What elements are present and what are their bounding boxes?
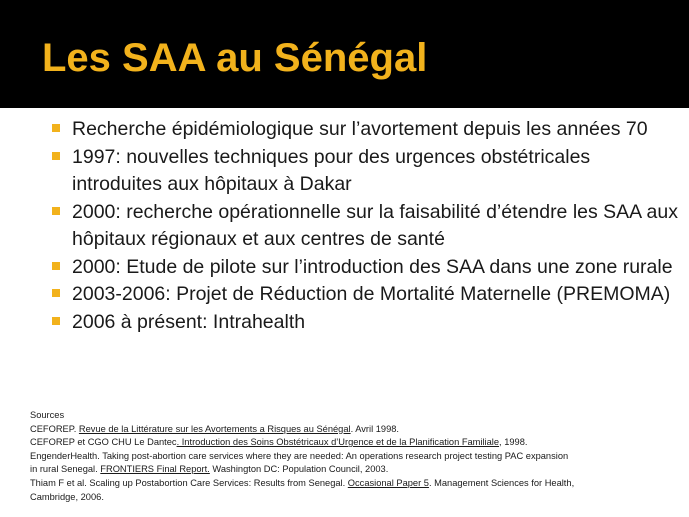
bullet-item bbox=[48, 199, 678, 254]
bullet-text: 2000: recherche opérationnelle sur la faisabilité d’étendre les SAA aux hôpitaux régionaux et aux centres de santé bbox=[72, 200, 678, 250]
slide-title: Les SAA au Sénégal bbox=[42, 36, 428, 80]
bullet-text: 2000: Etude de pilote sur l’introduction des SAA dans une zone rurale bbox=[72, 255, 673, 278]
square-bullet-icon bbox=[52, 317, 60, 325]
source-citation bbox=[30, 463, 670, 477]
source-citation: Cambridge, 2006. bbox=[30, 491, 104, 502]
citation-link[interactable]: FRONTIERS Final Report. bbox=[100, 464, 210, 475]
bullet-item bbox=[48, 116, 678, 144]
citation-text: in rural Senegal. bbox=[30, 464, 101, 475]
bullet-item bbox=[48, 309, 678, 337]
citation-link[interactable]: Revue de la Littérature sur les Avortements a Risques au Sénégal bbox=[78, 423, 351, 434]
citation-link[interactable]: . Introduction des Soins Obstétricaux d’Urgence et de la Planification Familiale bbox=[176, 437, 500, 448]
square-bullet-icon bbox=[52, 289, 60, 297]
sources-heading: Sources bbox=[30, 410, 65, 420]
square-bullet-icon bbox=[52, 152, 60, 160]
citation-text: CEFOREP et CGO CHU Le Dantec bbox=[30, 437, 177, 448]
sources-block bbox=[30, 409, 670, 504]
source-citation bbox=[30, 477, 670, 491]
citation-text: Washington DC: Population Council, 2003. bbox=[209, 464, 389, 475]
bullet-text: Recherche épidémiologique sur l’avortement depuis les années 70 bbox=[72, 118, 648, 140]
citation-text: Thiam F et al. Scaling up Postabortion Care Services: Results from Senegal. bbox=[30, 477, 348, 488]
bullet-list bbox=[48, 116, 678, 336]
square-bullet-icon bbox=[52, 207, 60, 215]
citation-text: , 1998. bbox=[499, 437, 528, 448]
citation-text: . Management Sciences for Health, bbox=[428, 477, 575, 488]
bullet-item bbox=[48, 281, 678, 309]
bullet-text: 2003-2006: Projet de Réduction de Mortalité Maternelle (PREMOMA) bbox=[72, 283, 671, 305]
source-citation bbox=[30, 436, 670, 450]
source-citation bbox=[30, 423, 670, 437]
square-bullet-icon bbox=[52, 262, 60, 270]
source-citation: EngenderHealth. Taking post-abortion care services where they are needed: An operations research project testing PAC expansion bbox=[30, 450, 569, 461]
square-bullet-icon bbox=[52, 124, 60, 132]
title-bar bbox=[0, 0, 689, 108]
citation-text: CEFOREP. bbox=[30, 423, 79, 434]
bullet-item bbox=[48, 144, 678, 199]
citation-link[interactable]: Occasional Paper 5 bbox=[347, 477, 429, 488]
bullet-text: 1997: nouvelles techniques pour des urgences obstétricales introduites aux hôpitaux à Dakar bbox=[72, 145, 591, 195]
citation-text: . Avril 1998. bbox=[350, 423, 400, 434]
bullet-item bbox=[48, 254, 678, 282]
bullet-text: 2006 à présent: Intrahealth bbox=[72, 310, 306, 333]
